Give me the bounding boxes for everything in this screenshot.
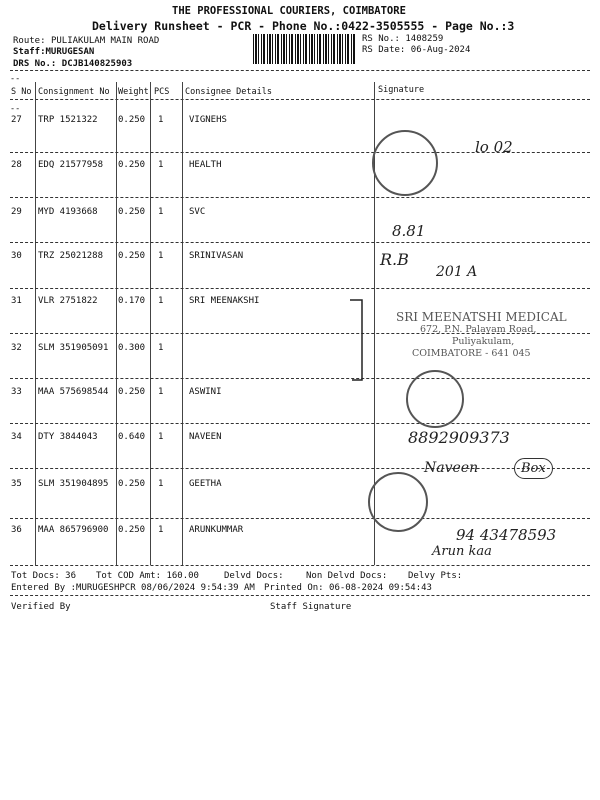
row-divider	[10, 378, 590, 379]
row-divider	[10, 423, 590, 424]
row-divider	[10, 468, 590, 469]
row-sno: 31	[11, 296, 22, 306]
row-consignee: VIGNEHS	[189, 115, 227, 125]
staff-line	[13, 47, 94, 57]
col-pcs: PCS	[154, 87, 170, 97]
row-pcs: 1	[158, 251, 164, 261]
row-consignment: MAA 575698544	[38, 387, 109, 397]
row-weight: 0.250	[118, 160, 146, 170]
table-bottom-divider	[10, 565, 590, 566]
row-consignment: SLM 351905091	[38, 343, 109, 353]
meenakshi-stamp-line2: 672, P.N. Palayam Road,	[420, 324, 537, 335]
drs-line	[13, 59, 132, 69]
verified-by: Verified By	[11, 602, 71, 612]
signature-row29: 8.81	[392, 222, 426, 240]
row-consignment: TRZ 25021288	[38, 251, 104, 261]
geetha-stamp	[368, 472, 428, 532]
col-divider-2	[116, 82, 117, 565]
columns-divider	[10, 99, 590, 100]
row-weight: 0.250	[118, 115, 146, 125]
header-divider	[10, 70, 590, 71]
row-consignee: ARUNKUMMAR	[189, 525, 244, 535]
row-consignee: GEETHA	[189, 479, 222, 489]
entered-by: Entered By :MURUGESHPCR 08/06/2024 9:54:39 AM	[11, 583, 255, 593]
col-divider-3	[150, 82, 151, 565]
box-row35: Box	[514, 458, 553, 479]
row-divider	[10, 242, 590, 243]
row-consignment: MAA 865796900	[38, 525, 109, 535]
row-pcs: 1	[158, 432, 164, 442]
col-signature: Signature	[378, 85, 425, 95]
col-weight: Weight	[118, 87, 149, 97]
drs-value: DCJB140825903	[61, 59, 133, 69]
row-pcs: 1	[158, 296, 164, 306]
runsheet-title: Delivery Runsheet - PCR - Phone No.:0422-3505555 - Page No.:3	[92, 19, 515, 33]
row-pcs: 1	[158, 115, 164, 125]
row-dash-mark: --	[10, 104, 21, 114]
footer-divider	[10, 595, 590, 596]
row-weight: 0.640	[118, 432, 146, 442]
signature-row30: R.B	[380, 250, 409, 269]
row-sno: 33	[11, 387, 22, 397]
row-consignment: MYD 4193668	[38, 207, 98, 217]
signature-row27: lo 02	[475, 138, 513, 156]
barcode	[253, 34, 355, 64]
row-divider	[10, 518, 590, 519]
phone-row34: 8892909373	[408, 428, 510, 447]
staff-signature: Staff Signature	[270, 602, 352, 612]
row-divider	[10, 288, 590, 289]
row-consignee: SRINIVASAN	[189, 251, 244, 261]
row-consignee: HEALTH	[189, 160, 222, 170]
row-sno: 36	[11, 525, 22, 535]
col-divider-1	[35, 82, 36, 565]
row-divider	[10, 197, 590, 198]
row-sno: 35	[11, 479, 22, 489]
tot-docs: Tot Docs: 36	[11, 571, 77, 581]
staff-value: MURUGESAN	[45, 47, 95, 57]
row-consignment: TRP 1521322	[38, 115, 98, 125]
col-sno: S No	[11, 87, 32, 97]
row-sno: 27	[11, 115, 22, 125]
row-pcs: 1	[158, 207, 164, 217]
header-dash-mark: --	[10, 74, 21, 84]
signature-row35: Naveen	[424, 460, 479, 476]
row-consignment: EDQ 21577958	[38, 160, 104, 170]
row-weight: 0.250	[118, 479, 146, 489]
route-line	[13, 36, 159, 46]
non-delvd-docs: Non Delvd Docs:	[306, 571, 388, 581]
rs-no-line	[362, 34, 443, 44]
phone-row36: 94 43478593	[456, 526, 557, 544]
row-sno: 34	[11, 432, 22, 442]
bracket-mark	[340, 296, 380, 386]
col-divider-4	[182, 82, 183, 565]
company-name: THE PROFESSIONAL COURIERS, COIMBATORE	[172, 5, 406, 17]
row-sno: 29	[11, 207, 22, 217]
route-value: PULIAKULAM MAIN ROAD	[50, 36, 160, 46]
drs-label: DRS No.:	[13, 59, 57, 69]
staff-label: Staff:	[13, 47, 46, 57]
note-row30: 201 A	[436, 264, 478, 280]
row-consignment: SLM 351904895	[38, 479, 109, 489]
row-consignee: NAVEEN	[189, 432, 222, 442]
aswini-stamp	[406, 370, 464, 428]
rs-no-value: 1408259	[405, 34, 444, 44]
row-consignee: ASWINI	[189, 387, 222, 397]
row-pcs: 1	[158, 479, 164, 489]
delvy-pts: Delvy Pts:	[408, 571, 463, 581]
row-consignment: VLR 2751822	[38, 296, 98, 306]
row-weight: 0.250	[118, 525, 146, 535]
meenakshi-stamp-line4: COIMBATORE - 641 045	[412, 348, 531, 359]
meenakshi-stamp-line3: Puliyakulam,	[452, 336, 515, 347]
health-stamp	[372, 130, 438, 196]
meenakshi-stamp-line1: SRI MEENATSHI MEDICAL	[396, 310, 567, 324]
rs-date-label: RS Date:	[362, 45, 406, 55]
row-pcs: 1	[158, 525, 164, 535]
printed-on: Printed On: 06-08-2024 09:54:43	[264, 583, 432, 593]
col-consignment: Consignment No	[38, 87, 110, 97]
delvd-docs: Delvd Docs:	[224, 571, 284, 581]
row-consignee: SVC	[189, 207, 206, 217]
row-sno: 28	[11, 160, 22, 170]
row-sno: 30	[11, 251, 22, 261]
row-weight: 0.250	[118, 207, 146, 217]
row-weight: 0.250	[118, 387, 146, 397]
row-pcs: 1	[158, 160, 164, 170]
route-label: Route:	[13, 36, 46, 46]
row-consignee: SRI MEENAKSHI	[189, 296, 260, 306]
rs-date-value: 06-Aug-2024	[410, 45, 471, 55]
row-weight: 0.170	[118, 296, 146, 306]
rs-no-label: RS No.:	[362, 34, 400, 44]
row-sno: 32	[11, 343, 22, 353]
row-weight: 0.250	[118, 251, 146, 261]
row-consignment: DTY 3844043	[38, 432, 98, 442]
signature-row36: Arun kaa	[432, 544, 492, 559]
tot-cod: Tot COD Amt: 160.00	[96, 571, 199, 581]
rs-date-line	[362, 45, 470, 55]
col-consignee: Consignee Details	[185, 87, 272, 97]
row-pcs: 1	[158, 343, 164, 353]
row-weight: 0.300	[118, 343, 146, 353]
row-pcs: 1	[158, 387, 164, 397]
